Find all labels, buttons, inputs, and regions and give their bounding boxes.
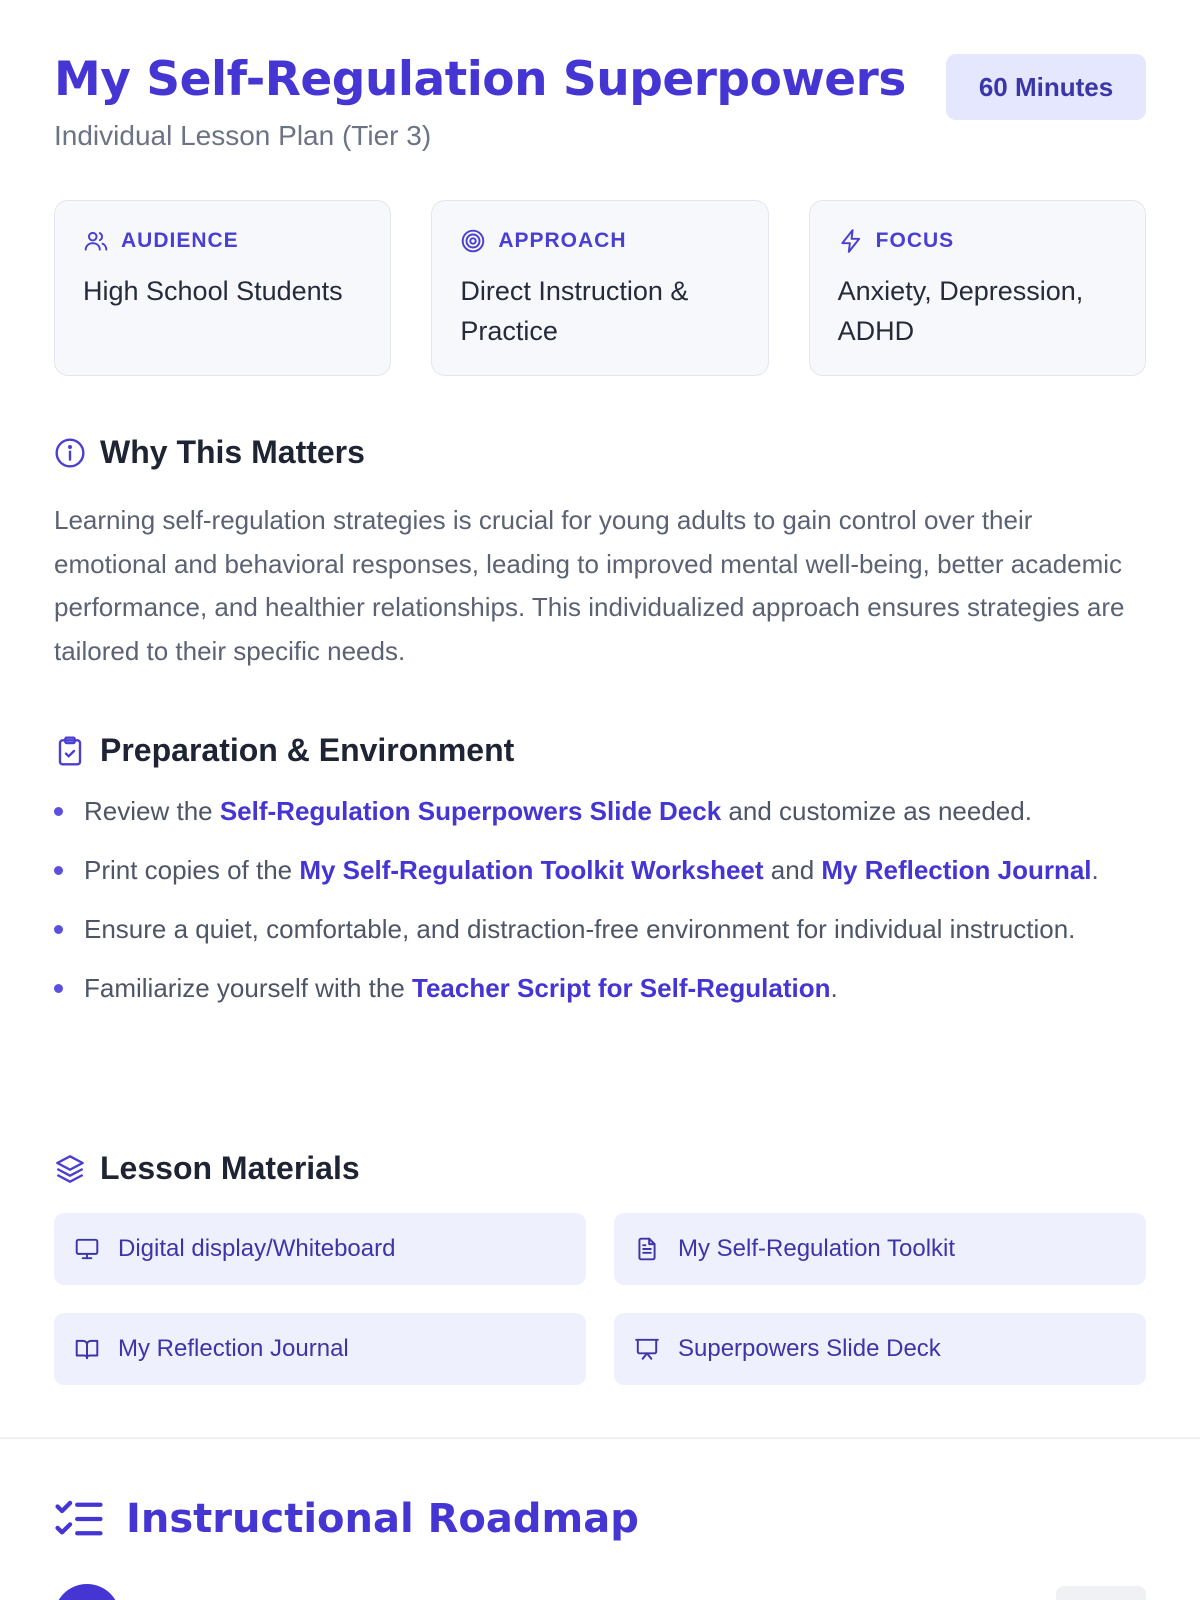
target-icon [460,228,486,254]
lightning-icon [838,228,864,254]
item-text: Familiarize yourself with the [84,973,412,1003]
card-label: APPROACH [498,229,627,252]
list-item [54,909,1146,949]
item-text: and customize as needed. [721,796,1032,826]
roadmap-title: Instructional Roadmap [126,1496,639,1542]
page-subtitle: Individual Lesson Plan (Tier 3) [54,120,432,151]
why-section [54,434,1146,673]
users-icon [83,228,109,254]
document-icon [634,1236,660,1262]
presentation-icon [634,1336,660,1362]
section-heading: Preparation & Environment [100,732,515,768]
teacher-script-link[interactable]: Teacher Script for Self-Regulation [412,973,831,1003]
duration-badge: 60 Minutes [946,54,1146,120]
list-checks-icon [54,1497,104,1541]
slide-deck-link[interactable]: Self-Regulation Superpowers Slide Deck [219,796,722,826]
why-body: Learning self-regulation strategies is crucial for young adults to gain control over their emotional and behavioral responses, leading to improved mental well-being, better academic performance, and healthier relationships. This individualized approach ensures strategies are tailored to their specific needs. [54,505,1125,666]
list-item [54,850,1146,890]
focus-card [809,200,1146,376]
roadmap-heading [54,1496,639,1542]
step-duration-badge [1056,1586,1146,1600]
item-text: . [1091,855,1099,885]
section-divider [0,1437,1200,1439]
clipboard-check-icon [54,735,86,767]
list-item [54,968,1146,1008]
monitor-icon [74,1236,100,1262]
approach-card [431,200,768,376]
layers-icon [54,1153,86,1185]
preparation-list [54,791,1146,1008]
list-item [54,791,1146,831]
card-label: AUDIENCE [121,229,239,252]
material-label: Digital display/Whiteboard [118,1235,396,1262]
material-label: My Self-Regulation Toolkit [678,1235,956,1262]
card-value: High School Students [83,276,343,306]
page-title: My Self-Regulation Superpowers [54,52,906,107]
material-item[interactable] [54,1213,586,1285]
lesson-header [54,0,1146,200]
item-text: . [830,973,838,1003]
book-open-icon [74,1336,100,1362]
audience-card [54,200,391,376]
material-label: Superpowers Slide Deck [678,1335,941,1362]
toolkit-worksheet-link[interactable]: My Self-Regulation Toolkit Worksheet [299,855,764,885]
section-heading: Lesson Materials [100,1150,360,1186]
section-heading: Why This Matters [100,434,365,470]
preparation-section [54,732,1146,1027]
info-icon [54,437,86,469]
step-number-circle [54,1584,120,1600]
card-label: FOCUS [875,229,955,252]
item-text: Ensure a quiet, comfortable, and distraction-free environment for individual instruction. [84,914,1076,944]
step-title-cutoff [154,1586,484,1600]
material-item[interactable] [614,1313,1146,1385]
item-text: Print copies of the [84,855,300,885]
material-item[interactable] [614,1213,1146,1285]
info-cards [54,200,1146,376]
material-item[interactable] [54,1313,586,1385]
item-text: Review the [84,796,220,826]
materials-grid [54,1213,1146,1385]
materials-section [54,1150,1146,1385]
card-value: Anxiety, Depression, ADHD [837,276,1084,346]
reflection-journal-link[interactable]: My Reflection Journal [821,855,1092,885]
card-value: Direct Instruction & Practice [460,276,689,346]
material-label: My Reflection Journal [118,1335,349,1362]
item-text: and [763,855,822,885]
